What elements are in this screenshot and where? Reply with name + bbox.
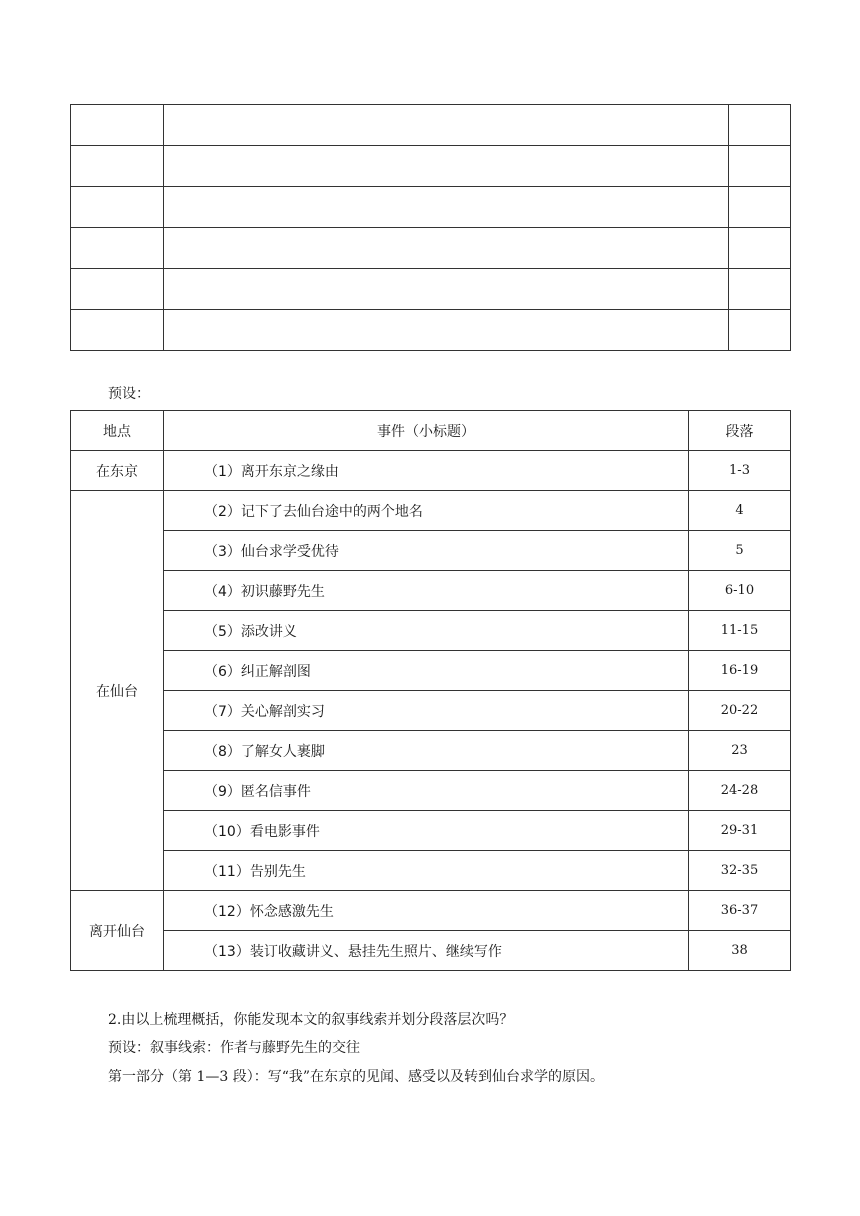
paragraph-cell: 23	[689, 731, 791, 771]
event-cell: （13）装订收藏讲义、悬挂先生照片、继续写作	[164, 931, 689, 971]
paragraph-cell: 32-35	[689, 851, 791, 891]
paragraph-cell: 5	[689, 531, 791, 571]
place-cell: 在仙台	[71, 491, 164, 891]
event-cell: （3）仙台求学受优待	[164, 531, 689, 571]
table-row	[71, 491, 791, 531]
table-row	[71, 651, 791, 691]
blank-row	[71, 269, 791, 310]
paragraph-cell: 16-19	[689, 651, 791, 691]
events-table	[70, 410, 791, 971]
blank-cell	[729, 228, 791, 269]
event-cell: （9）匿名信事件	[164, 771, 689, 811]
blank-cell	[71, 228, 164, 269]
blank-cell	[729, 105, 791, 146]
table-row	[71, 691, 791, 731]
table-row	[71, 611, 791, 651]
blank-cell	[71, 269, 164, 310]
header-event: 事件（小标题）	[164, 411, 689, 451]
place-cell: 在东京	[71, 451, 164, 491]
paragraph-cell: 36-37	[689, 891, 791, 931]
blank-cell	[71, 105, 164, 146]
blank-cell	[71, 187, 164, 228]
event-cell: （4）初识藤野先生	[164, 571, 689, 611]
table-row	[71, 811, 791, 851]
blank-cell	[164, 105, 729, 146]
blank-cell	[164, 146, 729, 187]
table-row	[71, 531, 791, 571]
blank-cell	[729, 310, 791, 351]
table-row	[71, 451, 791, 491]
paragraph-cell: 20-22	[689, 691, 791, 731]
blank-cell	[164, 310, 729, 351]
event-cell: （1）离开东京之缘由	[164, 451, 689, 491]
blank-row	[71, 105, 791, 146]
blank-cell	[164, 269, 729, 310]
header-place: 地点	[71, 411, 164, 451]
paragraph-cell: 1-3	[689, 451, 791, 491]
question-text: 2.由以上梳理概括，你能发现本文的叙事线索并划分段落层次吗？	[108, 1012, 514, 1028]
paragraph-cell: 24-28	[689, 771, 791, 811]
event-cell: （10）看电影事件	[164, 811, 689, 851]
header-paragraph: 段落	[689, 411, 791, 451]
event-cell: （11）告别先生	[164, 851, 689, 891]
table-row	[71, 731, 791, 771]
table-row	[71, 931, 791, 971]
blank-cell	[729, 269, 791, 310]
blank-table	[70, 104, 791, 351]
blank-row	[71, 187, 791, 228]
blank-cell	[729, 187, 791, 228]
paragraph-cell: 6-10	[689, 571, 791, 611]
blank-row	[71, 228, 791, 269]
blank-cell	[164, 187, 729, 228]
event-cell: （8）了解女人裹脚	[164, 731, 689, 771]
blank-cell	[729, 146, 791, 187]
blank-cell	[164, 228, 729, 269]
blank-row	[71, 310, 791, 351]
event-cell: （6）纠正解剖图	[164, 651, 689, 691]
blank-cell	[71, 146, 164, 187]
table-row	[71, 891, 791, 931]
table-row	[71, 571, 791, 611]
paragraph-cell: 38	[689, 931, 791, 971]
event-cell: （12）怀念感激先生	[164, 891, 689, 931]
event-cell: （5）添改讲义	[164, 611, 689, 651]
answer-part-one: 第一部分（第 1—3 段）：写“我”在东京的见闻、感受以及转到仙台求学的原因。	[108, 1069, 605, 1085]
paragraph-cell: 29-31	[689, 811, 791, 851]
blank-cell	[71, 310, 164, 351]
table-row	[71, 771, 791, 811]
event-cell: （2）记下了去仙台途中的两个地名	[164, 491, 689, 531]
event-cell: （7）关心解剖实习	[164, 691, 689, 731]
table-row	[71, 851, 791, 891]
answer-clue: 预设：叙事线索：作者与藤野先生的交往	[108, 1040, 360, 1056]
paragraph-cell: 4	[689, 491, 791, 531]
blank-row	[71, 146, 791, 187]
place-cell: 离开仙台	[71, 891, 164, 971]
table-header-row	[71, 411, 791, 451]
paragraph-cell: 11-15	[689, 611, 791, 651]
preset-label: 预设：	[108, 386, 150, 402]
